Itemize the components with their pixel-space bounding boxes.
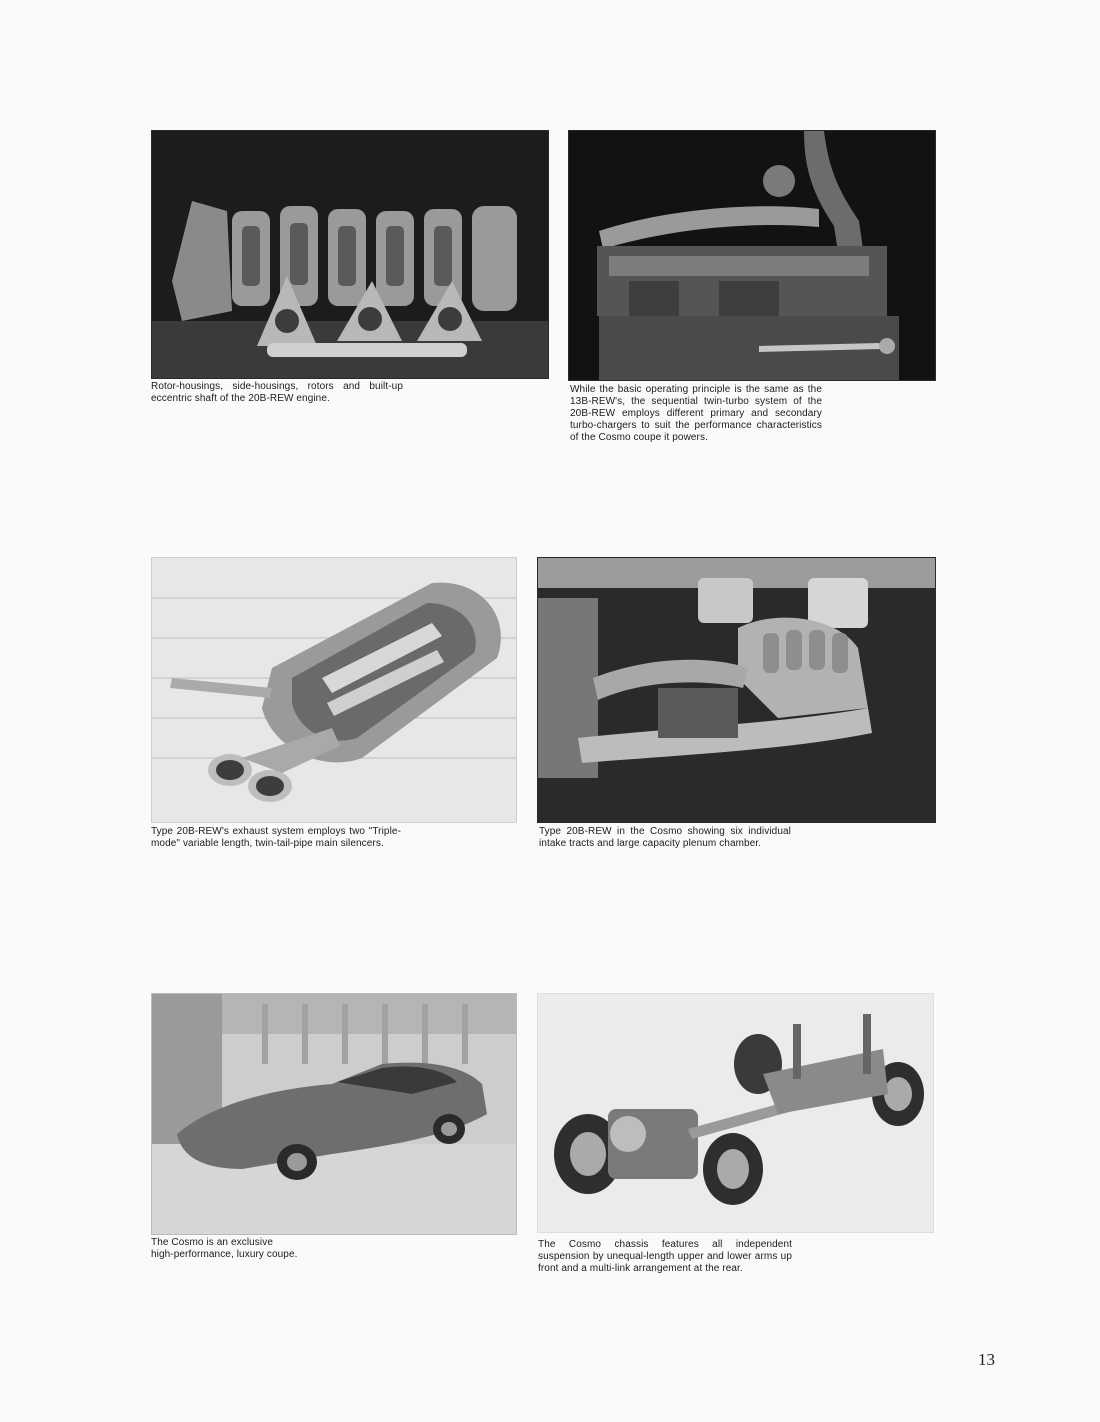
chassis-suspension-photo <box>537 993 934 1233</box>
caption-exhaust-system: Type 20B-REW's exhaust system employs two "Triple-mode" variable length, twin-tail-pipe main silencers. <box>151 826 401 849</box>
caption-engine-bay: Type 20B-REW in the Cosmo showing six individual intake tracts and large capacity plenum chamber. <box>539 826 791 849</box>
caption-twin-turbo: While the basic operating principle is the same as the 13B-REW's, the sequential twin-turbo system of the 20B-REW employs different primary and secondary turbo-chargers to suit the performance characteristics of the Cosmo coupe it powers. <box>570 384 822 443</box>
sequential-twin-turbo-photo <box>568 130 936 381</box>
engine-bay-photo <box>537 557 936 823</box>
engine-components-photo <box>151 130 549 379</box>
caption-rotor-housings: Rotor-housings, side-housings, rotors and built-up eccentric shaft of the 20B-REW engine. <box>151 381 403 404</box>
caption-chassis: The Cosmo chassis features all independent suspension by unequal-length upper and lower arms up front and a multi-link arrangement at the rear. <box>538 1239 792 1274</box>
page-number: 13 <box>978 1350 995 1369</box>
caption-cosmo-coupe: The Cosmo is an exclusive high-performance, luxury coupe. <box>151 1237 298 1260</box>
cosmo-coupe-photo <box>151 993 517 1235</box>
exhaust-silencer-cutaway-photo <box>151 557 517 823</box>
